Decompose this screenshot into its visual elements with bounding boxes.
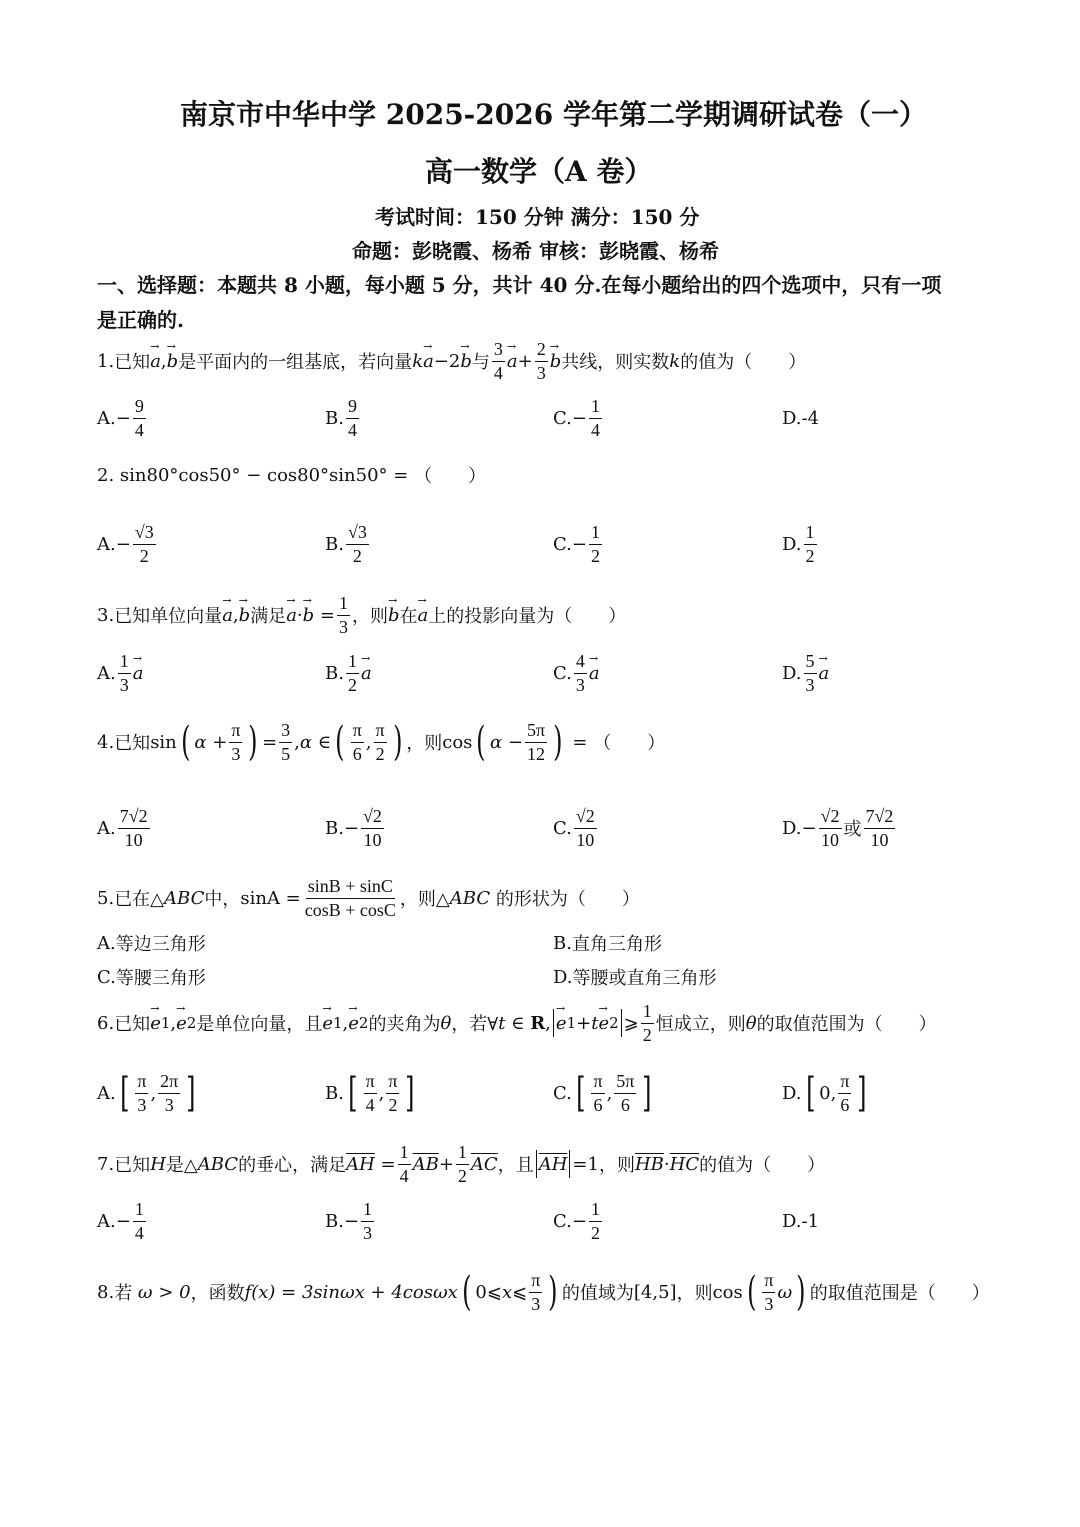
q2-option-d[interactable]: D. $\frac{1}{2}$ — [782, 521, 815, 566]
q7-option-d[interactable]: D. -1 — [782, 1210, 820, 1232]
q2-option-c[interactable]: C. − $\frac{1}{2}$ — [553, 521, 600, 566]
question-8: 8. 若 ω > 0 ，函数 f(x) = 3sinωx + 4cosωx ( 0⩽ x ⩽ $\frac{\pi}{3}$ ) 的值域为 [4,5] ，则 cos ( $\frac{\pi}{3}$ ω ) 的取值范围是（ ） — [97, 1269, 990, 1315]
q4-option-d[interactable]: D. − $\frac{√2}{10}$ 或 $\frac{7√2}{10}$ — [782, 805, 894, 850]
q5-option-a[interactable]: A. 等边三角形 — [97, 932, 206, 955]
q4-option-b[interactable]: B. − $\frac{√2}{10}$ — [325, 805, 382, 850]
q3-option-c[interactable]: C. $\frac{4}{3}$ → a — [553, 645, 600, 701]
q1-option-b[interactable]: B. $\frac{9}{4}$ — [325, 395, 357, 440]
question-1: 1. 已知 → a , → b 是平面内的一组基底，若向量 k → a −2 → b 与 $\frac{3}{4}$ → a + $\frac{2}{3}$ → b 共线，则实数 k 的值为（ ） — [97, 333, 806, 389]
q3-option-d[interactable]: D. $\frac{5}{3}$ → a — [782, 645, 829, 701]
q5-option-b[interactable]: B. 直角三角形 — [553, 932, 662, 955]
q7-option-a[interactable]: A. − $\frac{1}{4}$ — [97, 1198, 144, 1243]
section-heading-line2: 是正确的. — [97, 308, 184, 332]
q7-option-c[interactable]: C. − $\frac{1}{2}$ — [553, 1198, 600, 1243]
q4-option-c[interactable]: C. $\frac{√2}{10}$ — [553, 805, 595, 850]
q6-option-c[interactable]: C. [ $\frac{\pi}{6}$ , $\frac{5\pi}{6}$ ] — [553, 1070, 652, 1116]
question-2: 2. sin80°cos50° − cos80°sin50° = （ ） — [97, 464, 487, 487]
q2-option-a[interactable]: A. − $\frac{√3}{2}$ — [97, 521, 154, 566]
q6-option-a[interactable]: A. [ $\frac{\pi}{3}$ , $\frac{2\pi}{3}$ ] — [97, 1070, 196, 1116]
q3-option-b[interactable]: B. $\frac{1}{2}$ → a — [325, 645, 372, 701]
q1-option-a[interactable]: A. − $\frac{9}{4}$ — [97, 395, 144, 440]
exam-title: 南京市中华中学 2025-2026 学年第二学期调研试卷（一） — [180, 98, 927, 131]
q4-option-a[interactable]: A. $\frac{7√2}{10}$ — [97, 805, 148, 850]
question-6: 6. 已知 → e 1 , → e 2 是单位向量，且 → e 1 , → e 2 的夹角为 θ ，若∀ t ∈ R , → e 1 + t → e 2 ⩾ $\frac{1}{2}$ 恒成立，则 θ 的取值范围为（ ） — [97, 995, 937, 1051]
question-4: 4. 已知 sin ( α + $\frac{\pi}{3}$ ) = $\frac{3}{5}$ , α ∈ ( $\frac{\pi}{6}$ , $\frac{\pi}{2}$ ) ，则 cos ( α − $\frac{5\pi}{12}$ ) = （ ） — [97, 719, 666, 765]
authors: 命题：彭晓霞、杨希 审核：彭晓霞、杨希 — [352, 239, 719, 263]
q5-option-c[interactable]: C. 等腰三角形 — [97, 966, 206, 989]
section-heading-line1: 一、选择题：本题共 8 小题，每小题 5 分，共计 40 分.在每小题给出的四个选项中，只有一项 — [97, 273, 942, 297]
q6-option-b[interactable]: B. [ $\frac{\pi}{4}$ , $\frac{\pi}{2}$ ] — [325, 1070, 415, 1116]
question-5: 5. 已在△ ABC 中， sinA = $\frac{\sin B + \sin C}{\cos B + \cos C}$ ，则△ ABC 的形状为（ ） — [97, 875, 640, 920]
q6-option-d[interactable]: D. [ 0 , $\frac{\pi}{6}$ ] — [782, 1070, 867, 1116]
q7-option-b[interactable]: B. − $\frac{1}{3}$ — [325, 1198, 373, 1243]
q2-option-b[interactable]: B. $\frac{√3}{2}$ — [325, 521, 367, 566]
q3-option-a[interactable]: A. $\frac{1}{3}$ → a — [97, 645, 143, 701]
subject-title: 高一数学（A 卷） — [425, 155, 653, 188]
exam-info: 考试时间：150 分钟 满分：150 分 — [375, 205, 700, 229]
q1-option-c[interactable]: C. − $\frac{1}{4}$ — [553, 395, 600, 440]
question-7: 7. 已知 H 是△ ABC 的垂心，满足 $\overline{AH}$ = $\frac{1}{4}$ $\overline{AB}$ + $\frac{1}{2}$ $\overline{AC}$ ，且 $\overline{AH}$ =1 ，则 $\overline{HB}$ · $\overline{HC}$ 的值为（ ） — [97, 1141, 826, 1186]
question-3: 3. 已知单位向量 → a , → b 满足 → a · → b = $\frac{1}{3}$ ，则 → b 在 → a 上的投影向量为（ ） — [97, 587, 626, 643]
q1-option-d[interactable]: D. -4 — [782, 407, 820, 429]
q5-option-d[interactable]: D. 等腰或直角三角形 — [553, 966, 717, 989]
